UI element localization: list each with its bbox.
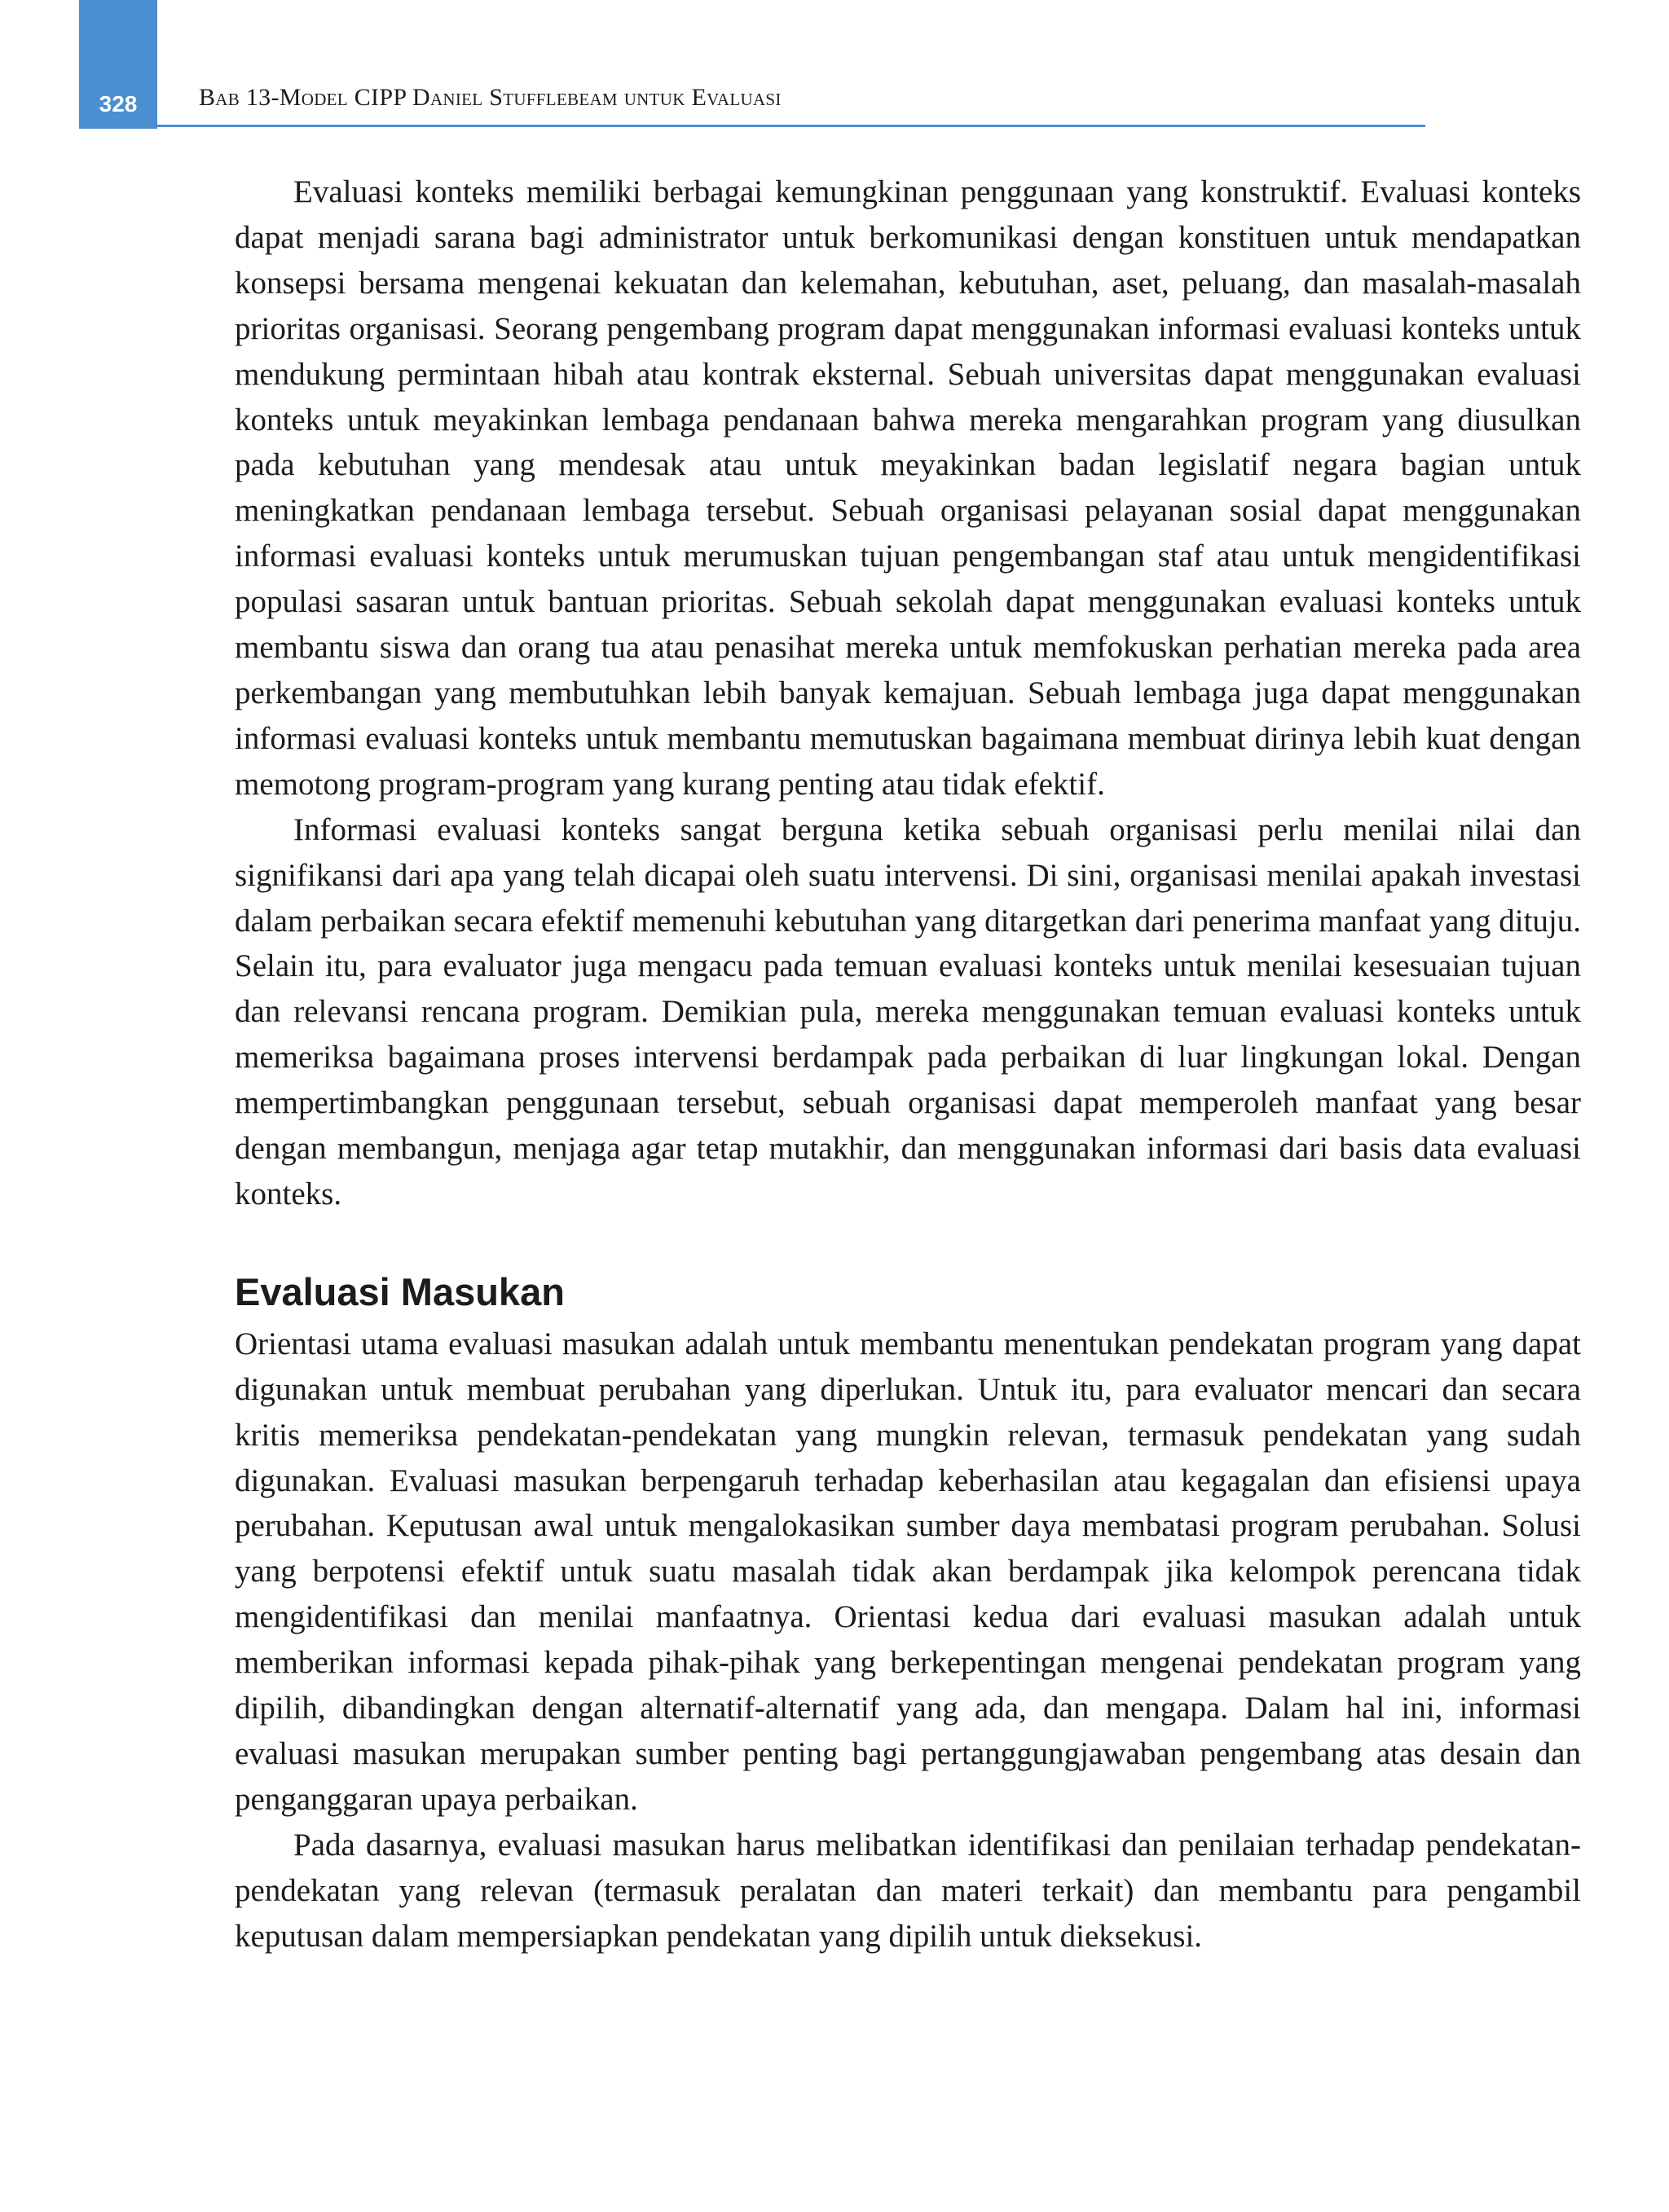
- body-paragraph: Evaluasi konteks memiliki berbagai kemungkinan penggunaan yang konstruktif. Evaluasi konteks dapat menjadi sarana bagi administrator untuk berkomunikasi dengan konstituen untuk mendapatkan konsepsi bersama mengenai kekuatan dan kelemahan, kebutuhan, aset, peluang, dan masalah-masalah prioritas organisasi. Seorang pengembang program dapat menggunakan informasi evaluasi konteks untuk mendukung permintaan hibah atau kontrak eksternal. Sebuah universitas dapat menggunakan evaluasi konteks untuk meyakinkan lembaga pendanaan bahwa mereka mengarahkan program yang diusulkan pada kebutuhan yang mendesak atau untuk meyakinkan badan legislatif negara bagian untuk meningkatkan pendanaan lembaga tersebut. Sebuah organisasi pelayanan sosial dapat menggunakan informasi evaluasi konteks untuk merumuskan tujuan pengembangan staf atau untuk mengidentifikasi populasi sasaran untuk bantuan prioritas. Sebuah sekolah dapat menggunakan evaluasi konteks untuk membantu siswa dan orang tua atau penasihat mereka untuk memfokuskan perhatian mereka pada area perkembangan yang membutuhkan lebih banyak kemajuan. Sebuah lembaga juga dapat menggunakan informasi evaluasi konteks untuk membantu memutuskan bagaimana membuat dirinya lebih kuat dengan memotong program-program yang kurang penting atau tidak efektif.: [235, 174, 1581, 802]
- section-heading: Evaluasi Masukan: [235, 1269, 565, 1313]
- page-number-tab: [79, 0, 157, 129]
- body-paragraph: Informasi evaluasi konteks sangat berguna ketika sebuah organisasi perlu menilai nilai dan signifikansi dari apa yang telah dicapai oleh suatu intervensi. Di sini, organisasi menilai apakah investasi dalam perbaikan secara efektif memenuhi kebutuhan yang ditargetkan dari penerima manfaat yang dituju. Selain itu, para evaluator juga mengacu pada temuan evaluasi konteks untuk menilai kesesuaian tujuan dan relevansi rencana program. Demikian pula, mereka menggunakan temuan evaluasi konteks untuk memeriksa bagaimana proses intervensi berdampak pada perbaikan di luar lingkungan lokal. Dengan mempertimbangkan penggunaan tersebut, sebuah organisasi dapat memperoleh manfaat yang besar dengan membangun, menjaga agar tetap mutakhir, dan menggunakan informasi dari basis data evaluasi konteks.: [235, 811, 1581, 1212]
- page-body: [235, 169, 1581, 1959]
- running-head: Bab 13-Model CIPP Daniel Stufflebeam untuk Evaluasi: [199, 84, 782, 111]
- body-paragraph: Orientasi utama evaluasi masukan adalah untuk membantu menentukan pendekatan program yang dapat digunakan untuk membuat perubahan yang diperlukan. Untuk itu, para evaluator mencari dan secara kritis memeriksa pendekatan-pendekatan yang mungkin relevan, termasuk pendekatan yang sudah digunakan. Evaluasi masukan berpengaruh terhadap keberhasilan atau kegagalan dan efisiensi upaya perubahan. Keputusan awal untuk mengalokasikan sumber daya membatasi program perubahan. Solusi yang berpotensi efektif untuk suatu masalah tidak akan berdampak jika kelompok perencana tidak mengidentifikasi dan menilai manfaatnya. Orientasi kedua dari evaluasi masukan adalah untuk memberikan informasi kepada pihak-pihak yang berkepentingan mengenai pendekatan program yang dipilih, dibandingkan dengan alternatif-alternatif yang ada, dan mengapa. Dalam hal ini, informasi evaluasi masukan merupakan sumber penting bagi pertanggungjawaban pengembang atas desain dan penganggaran upaya perbaikan.: [235, 1326, 1581, 1817]
- body-paragraph: Pada dasarnya, evaluasi masukan harus melibatkan identifikasi dan penilaian terhadap pendekatan-pendekatan yang relevan (termasuk peralatan dan materi terkait) dan membantu para pengambil keputusan dalam mempersiapkan pendekatan yang dipilih untuk dieksekusi.: [235, 1827, 1581, 1954]
- page-number: 328: [99, 91, 138, 117]
- header-rule: [79, 125, 1425, 127]
